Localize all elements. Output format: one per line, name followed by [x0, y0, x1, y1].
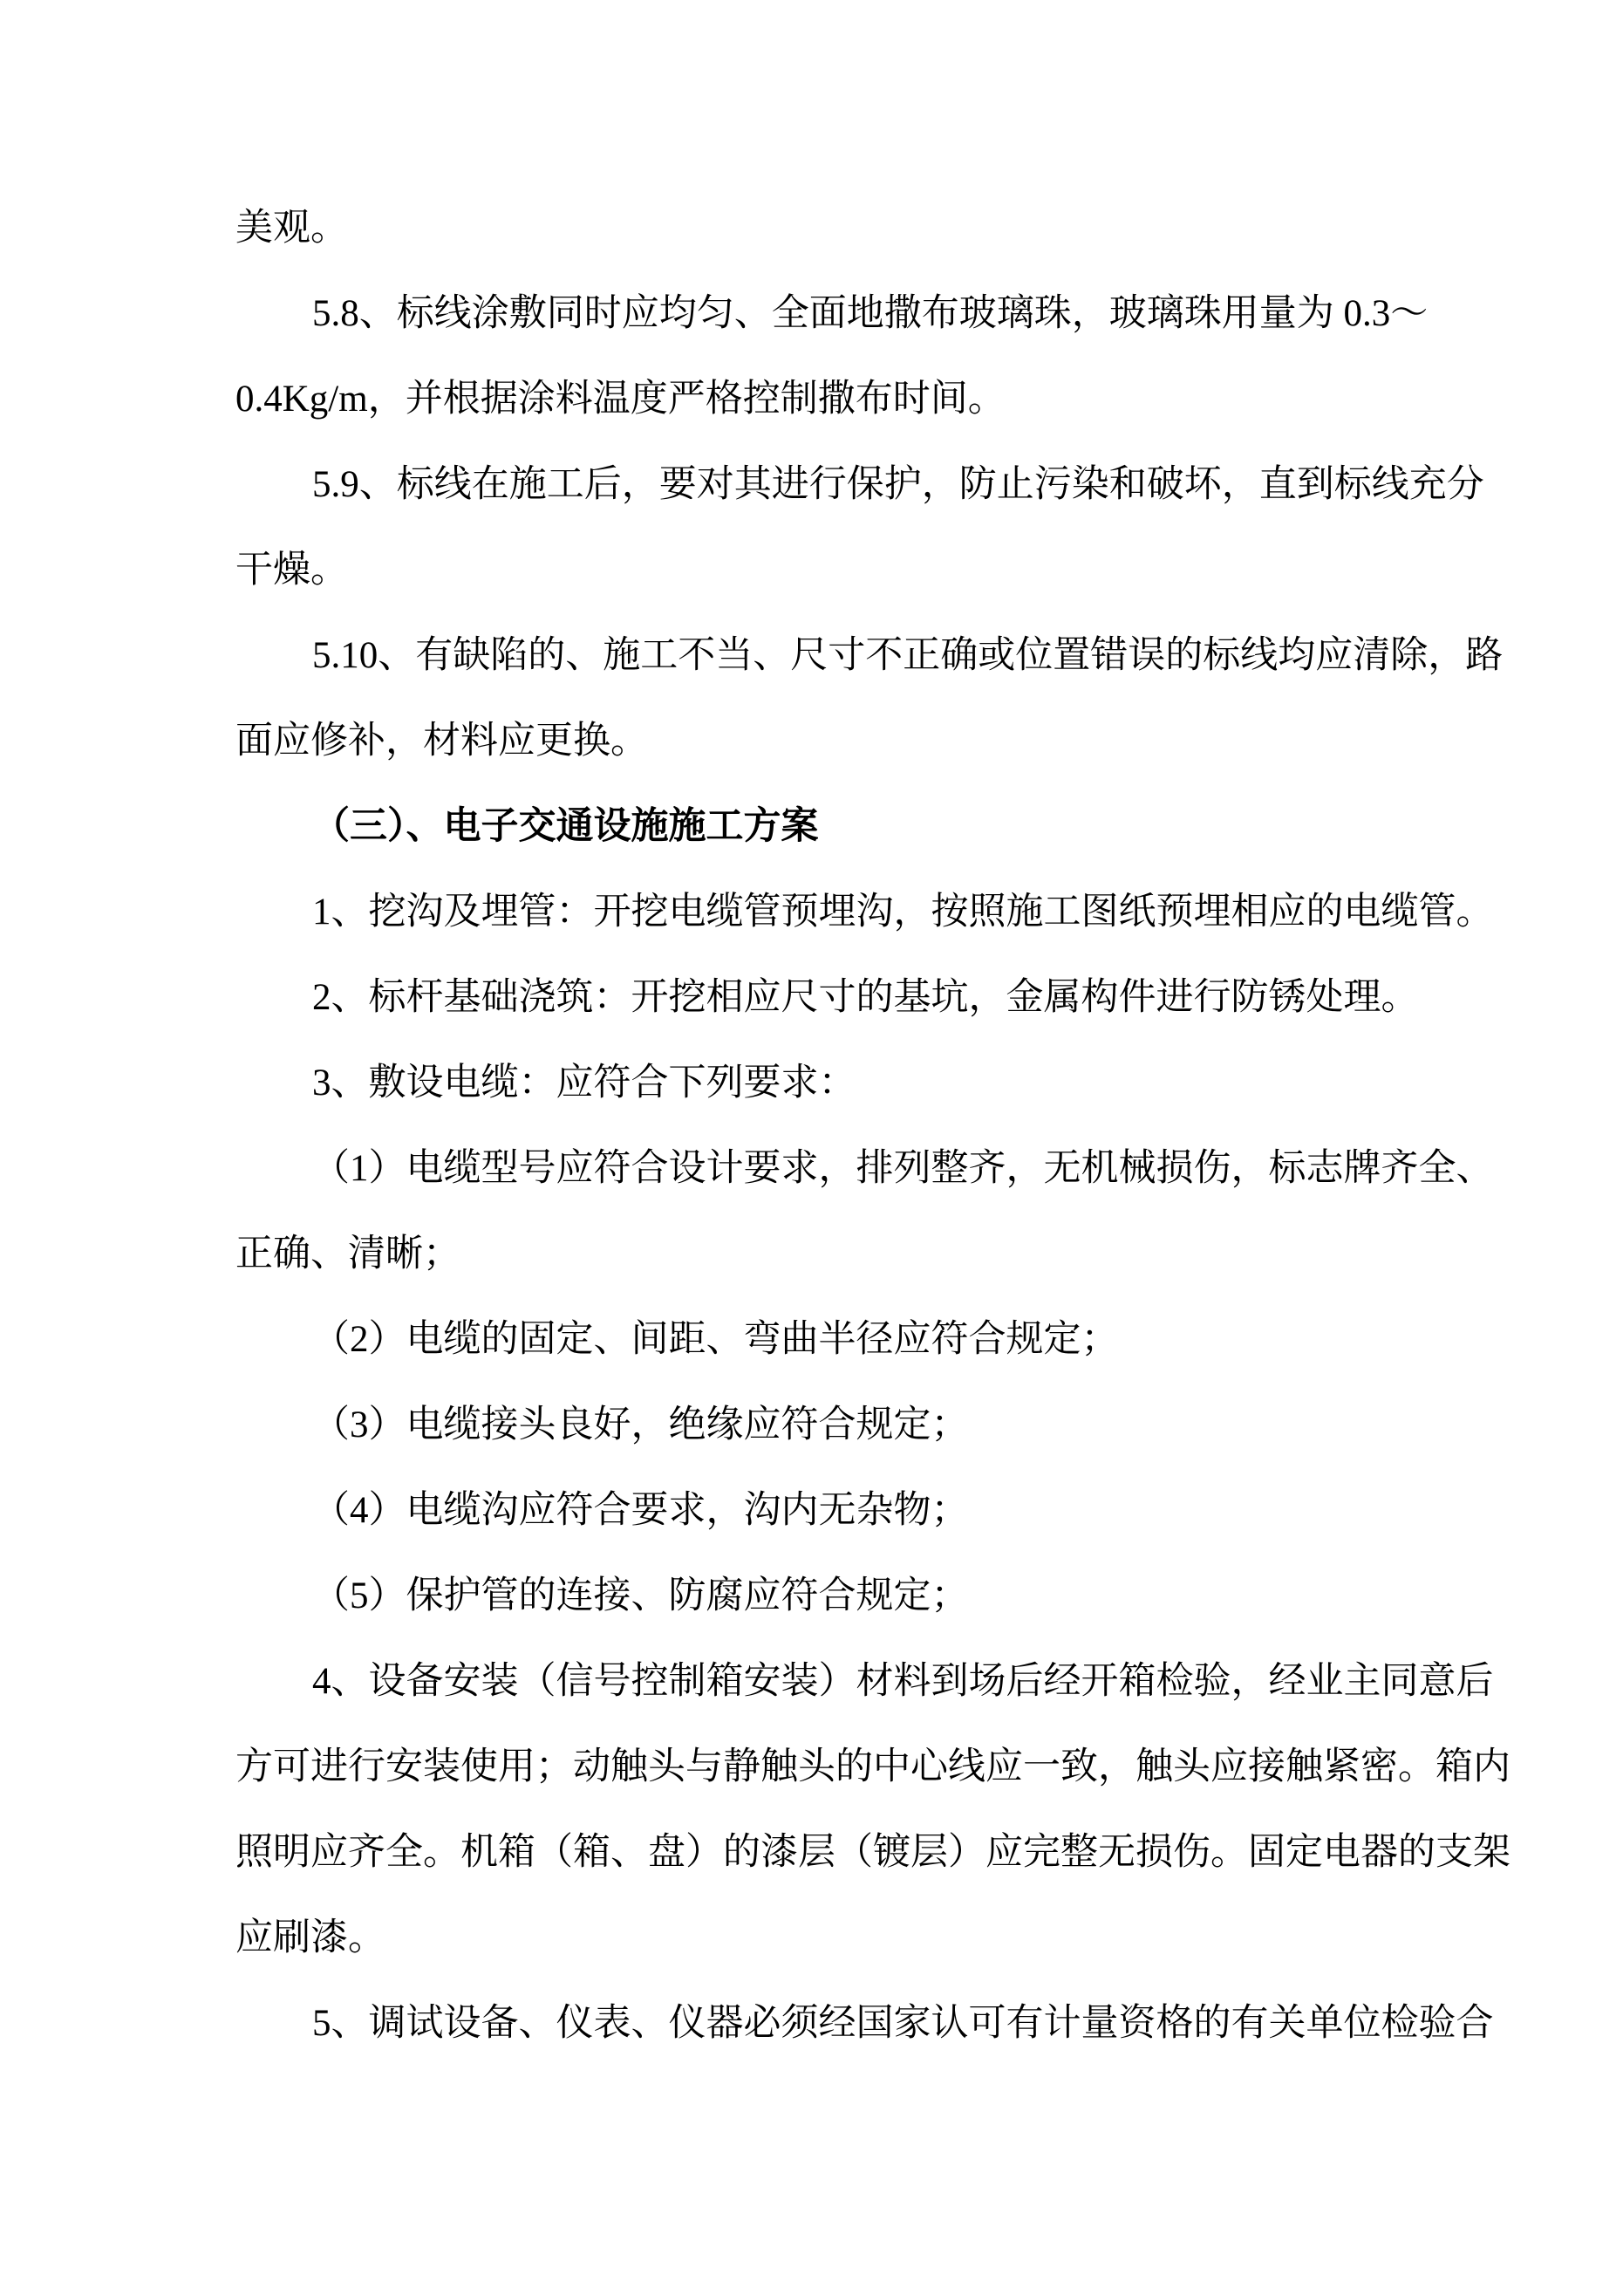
paragraph-line: 干燥。 — [235, 550, 348, 591]
list-item-line: 5、调试设备、仪表、仪器必须经国家认可有计量资格的有关单位检验合 — [312, 2003, 1494, 2044]
list-item-line: （3）电缆接头良好，绝缘应符合规定； — [312, 1404, 969, 1445]
list-item-line: （5）保护管的连接、防腐应符合规定； — [312, 1575, 969, 1616]
paragraph-line: 照明应齐全。机箱（箱、盘）的漆层（镀层）应完整无损伤。固定电器的支架 — [235, 1832, 1510, 1873]
paragraph-line: 0.4Kg/m，并根据涂料温度严格控制撒布时间。 — [235, 379, 1006, 420]
paragraph-line: 面应修补，材料应更换。 — [235, 721, 648, 762]
paragraph-line: 正确、清晰； — [235, 1233, 460, 1274]
paragraph-line: 5.8、标线涂敷同时应均匀、全面地撒布玻璃珠，玻璃珠用量为 0.3〜 — [312, 293, 1429, 334]
section-heading: （三）、电子交通设施施工方案 — [312, 806, 819, 847]
list-item-line: （1）电缆型号应符合设计要求，排列整齐，无机械损伤，标志牌齐全、 — [312, 1148, 1494, 1189]
paragraph-line: 方可进行安装使用；动触头与静触头的中心线应一致，触头应接触紧密。箱内 — [235, 1746, 1510, 1787]
list-item-line: （2）电缆的固定、间距、弯曲半径应符合规定； — [312, 1319, 1119, 1360]
paragraph-line: 应刷漆。 — [235, 1917, 385, 1958]
list-item-line: 3、敷设电缆：应符合下列要求： — [312, 1063, 856, 1104]
paragraph-line: 5.9、标线在施工后，要对其进行保护，防止污染和破坏，直到标线充分 — [312, 464, 1484, 505]
list-item-line: 2、标杆基础浇筑：开挖相应尺寸的基坑，金属构件进行防锈处理。 — [312, 977, 1419, 1018]
paragraph-line: 美观。 — [235, 208, 348, 249]
list-item-line: 4、设备安装（信号控制箱安装）材料到场后经开箱检验，经业主同意后 — [312, 1661, 1494, 1702]
paragraph-line: 5.10、有缺陷的、施工不当、尺寸不正确或位置错误的标线均应清除，路 — [312, 635, 1504, 676]
list-item-line: （4）电缆沟应符合要求，沟内无杂物； — [312, 1490, 969, 1531]
list-item-line: 1、挖沟及埋管：开挖电缆管预埋沟，按照施工图纸预埋相应的电缆管。 — [312, 892, 1494, 933]
